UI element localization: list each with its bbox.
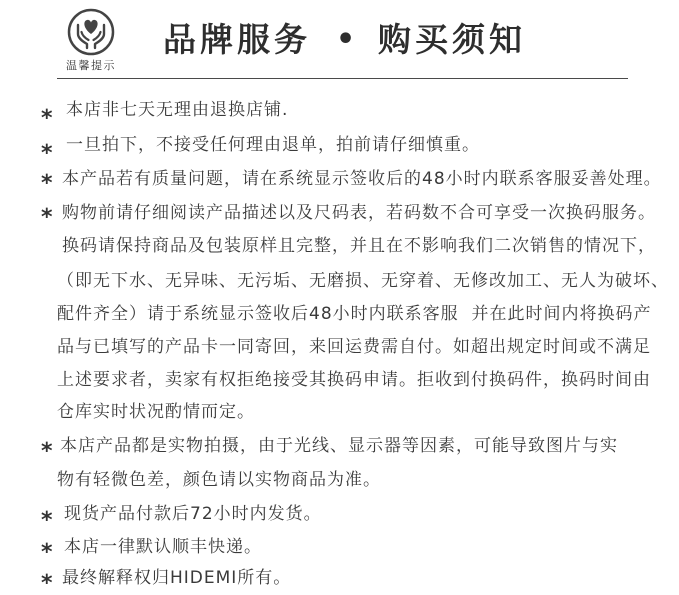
notice-line: 品与已填写的产品卡一同寄回，来回运费需自付。如超出规定时间或不满足 [57,337,651,357]
notice-line: 本店一律默认顺丰快递。 [64,537,262,557]
notice-line: 换码请保持商品及包装原样且完整，并且在不影响我们二次销售的情况下， [62,236,656,256]
bullet-star: * [41,106,53,131]
heart-hands-icon [66,7,116,57]
title-purchase-notice: 购买须知 [378,20,526,59]
notice-line: 最终解释权归HIDEMI所有。 [62,568,292,588]
bullet-star: * [41,141,53,166]
notice-line: 上述要求者，卖家有权拒绝接受其换码申请。拒收到付换码件，换码时间由 [57,370,651,390]
bullet-star: * [41,508,53,533]
notice-line: （即无下水、无异味、无污垢、无磨损、无穿着、无修改加工、无人为破坏、 [57,271,669,291]
notice-line: 本店非七天无理由退换店铺. [66,100,289,120]
bullet-star: * [41,439,53,464]
title-separator: • [336,22,356,57]
bullet-star: * [41,171,53,196]
notice-line: 本店产品都是实物拍摄，由于光线、显示器等因素，可能导致图片与实 [60,436,618,456]
bullet-star: * [41,571,53,595]
notice-line: 购物前请仔细阅读产品描述以及尺码表，若码数不合可享受一次换码服务。 [62,203,656,223]
notice-line: 配件齐全）请于系统显示签收后48小时内联系客服 并在此时间内将换码产 [57,304,652,324]
bullet-star: * [41,205,53,230]
title-brand-service: 品牌服务 [163,20,311,59]
notice-line: 现货产品付款后72小时内发货。 [64,504,322,524]
icon-caption: 温馨提示 [66,59,116,72]
header-divider [57,78,628,79]
notice-line: 仓库实时状况酌情而定。 [57,402,255,422]
notice-line: 一旦拍下，不接受任何理由退单，拍前请仔细慎重。 [66,135,480,155]
notice-line: 物有轻微色差，颜色请以实物商品为准。 [57,470,381,490]
notice-line: 本产品若有质量问题，请在系统显示签收后的48小时内联系客服妥善处理。 [62,169,662,189]
bullet-star: * [41,540,53,565]
